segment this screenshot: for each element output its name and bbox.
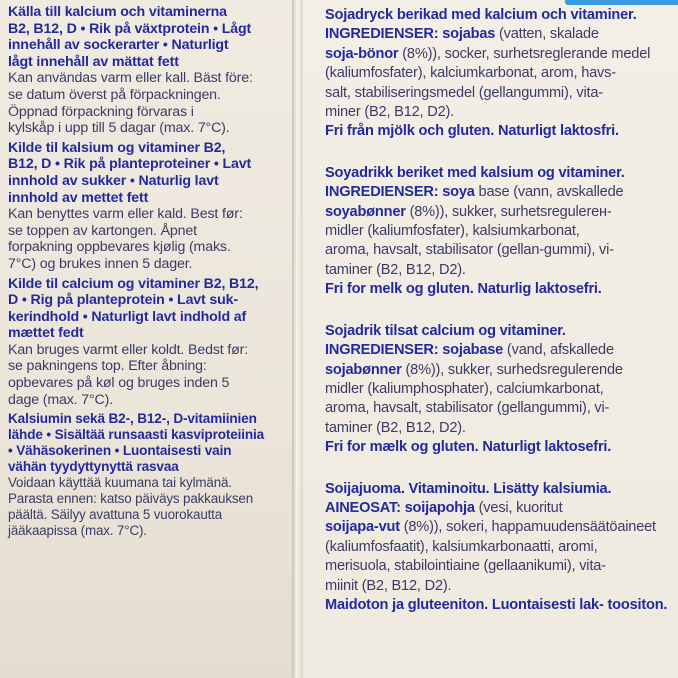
ingredient-emphasis: sojabønner — [325, 361, 402, 378]
blue-tab — [565, 0, 678, 5]
right-heading: Soyadrikk beriket med kalsium og vitaminer. — [325, 164, 625, 181]
right-block-2 — [325, 164, 672, 300]
ingredient-text: (vesi, kuoritut — [474, 499, 563, 516]
ingredients-line — [325, 25, 672, 44]
free-from-claim: Fri for melk og gluten. Naturlig laktosefri. — [325, 281, 602, 298]
ingredient-text: merisuola, stabilointiaine (gellaanikumi), vita- — [325, 558, 606, 575]
ingredients-line — [325, 261, 672, 280]
free-from-claim: Fri från mjölk och gluten. Naturligt laktosfri. — [325, 123, 619, 140]
heading-line: Kilde til kalsium og vitaminer B2, — [8, 139, 226, 156]
ingredients-line — [325, 341, 672, 360]
body-line: se pakningens top. Efter åbning: — [8, 358, 207, 375]
left-heading — [8, 140, 288, 206]
ingredients-line — [325, 64, 672, 83]
ingredient-emphasis: soja- — [325, 45, 359, 62]
ingredient-text: taminer (B2, B12, D2). — [325, 419, 466, 436]
heading-line: B12, D • Rik på planteproteiner • Lavt — [8, 156, 252, 173]
body-line: Kan användas varm eller kall. Bäst före: — [8, 70, 253, 87]
heading-line: kerindhold • Naturligt lavt indhold af — [8, 308, 247, 325]
ingredient-emphasis: AINEOSAT: soijapohja — [325, 499, 475, 516]
right-panel — [303, 0, 678, 678]
ingredient-text: base (vann, avskallede — [474, 184, 624, 201]
ingredient-text: (8%)), socker, surhetsreglerande medel — [398, 45, 651, 62]
ingredients-line — [325, 399, 672, 418]
free-from-claim: Maidoton ja gluteeniton. Luontaisesti lak- toositon. — [325, 596, 668, 613]
left-block-2 — [8, 140, 288, 273]
ingredients-line — [325, 557, 672, 576]
body-line: Voidaan käyttää kuumana tai kylmänä. — [8, 475, 232, 491]
ingredient-text: (vand, afskallede — [503, 342, 614, 359]
body-line: se toppen av kartongen. Åpnet — [8, 222, 197, 239]
ingredients-line — [325, 518, 672, 537]
body-line: opbevares på køl og bruges inden 5 — [8, 375, 230, 392]
ingredients-line — [325, 361, 672, 380]
body-line: Parasta ennen: katso päiväys pakkauksen — [8, 491, 254, 507]
ingredient-text: midler (kaliumphosphater), calciumkarbonat, — [325, 380, 604, 397]
ingredient-text: salt, stabiliseringsmedel (gellangummi), vita- — [325, 84, 603, 101]
body-line: dage (max. 7°C). — [8, 391, 113, 408]
ingredient-text: miner (B2, B12, D2). — [325, 104, 455, 121]
right-heading: Sojadrik tilsat calcium og vitaminer. — [325, 322, 566, 339]
heading-line: innhold av sukker • Naturlig lavt — [8, 172, 219, 189]
free-from-claim: Fri for mælk og gluten. Naturligt laktosefri. — [325, 439, 612, 456]
ingredient-emphasis: bönor — [358, 45, 399, 62]
carton-fold — [292, 0, 303, 678]
heading-line: Kilde til calcium og vitaminer B2, B12, — [8, 275, 259, 292]
heading-line: Källa till kalcium och vitaminerna — [8, 4, 227, 20]
ingredient-emphasis: INGREDIENSER: sojabase — [325, 342, 504, 359]
ingredients-line — [325, 419, 672, 438]
body-line: jääkaapissa (max. 7°C). — [8, 522, 147, 538]
ingredients-text — [325, 341, 672, 438]
heading-line: innehåll av sockerarter • Naturligt — [8, 37, 229, 54]
ingredient-text: midler (kaliumfosfater), kalsiumkarbonat, — [325, 223, 580, 240]
ingredient-text: aroma, havsalt, stabilisator (gellan-gummi), vi- — [325, 242, 614, 259]
ingredients-line — [325, 84, 672, 103]
right-heading: Soijajuoma. Vitaminoitu. Lisätty kalsiumia. — [325, 480, 612, 497]
left-body — [8, 206, 288, 272]
body-line: 7°C) og brukes innen 5 dager. — [8, 255, 193, 272]
body-line: forpakning oppbevares kjølig (maks. — [8, 239, 231, 256]
body-line: Kan bruges varmt eller koldt. Bedst før: — [8, 341, 249, 358]
ingredients-line — [325, 103, 672, 122]
right-block-1 — [325, 6, 672, 142]
body-line: se datum överst på förpackningen. — [8, 86, 221, 103]
ingredient-text: (8%)), sukker, surhedsregulerende — [401, 361, 623, 378]
left-block-1 — [8, 4, 288, 137]
ingredient-emphasis: vut — [378, 519, 400, 536]
left-body — [8, 70, 288, 136]
heading-line: innhold av mettet fett — [8, 189, 149, 206]
ingredient-text: miinit (B2, B12, D2). — [325, 577, 452, 594]
ingredients-line — [325, 222, 672, 241]
ingredient-emphasis: INGREDIENSER: soya — [325, 184, 475, 201]
ingredients-line — [325, 203, 672, 222]
heading-line: B2, B12, D • Rik på växtprotein • Lågt — [8, 20, 252, 37]
heading-line: lågt innehåll av mättat fett — [8, 53, 179, 70]
left-body — [8, 342, 288, 408]
heading-line: • Vähäsokerinen • Luontaisesti vain — [8, 443, 232, 459]
heading-line: mættet fedt — [8, 325, 84, 342]
ingredient-emphasis: INGREDIENSER: sojabas — [325, 26, 496, 43]
body-line: Kan benyttes varm eller kald. Best før: — [8, 206, 243, 223]
ingredients-line — [325, 380, 672, 399]
heading-line: Kalsiumin sekä B2-, B12-, D-vitamiinien — [8, 411, 257, 427]
body-line: kylskåp i upp till 5 dagar (max. 7°C). — [8, 120, 230, 137]
left-heading — [8, 411, 288, 475]
heading-line: lähde • Sisältää runsaasti kasviproteiinia — [8, 427, 265, 443]
heading-line: vähän tyydyttynyttä rasvaa — [8, 459, 179, 475]
ingredient-emphasis: soijapa- — [325, 519, 379, 536]
ingredients-line — [325, 499, 672, 518]
heading-line: D • Rig på planteprotein • Lavt suk- — [8, 292, 238, 309]
ingredients-text — [325, 25, 672, 122]
ingredients-text — [325, 499, 672, 596]
right-block-3 — [325, 322, 672, 458]
body-line: Öppnad förpackning förvaras i — [8, 103, 194, 120]
ingredient-text: (kaliumfosfater), kalciumkarbonat, arom, havs- — [325, 65, 616, 82]
ingredients-line — [325, 45, 672, 64]
left-heading — [8, 276, 288, 342]
ingredients-line — [325, 538, 672, 557]
ingredients-line — [325, 577, 672, 596]
left-heading — [8, 4, 288, 70]
ingredient-text: aroma, havsalt, stabilisator (gellangummi), vi- — [325, 400, 610, 417]
left-body — [8, 475, 288, 538]
ingredients-line — [325, 241, 672, 260]
right-block-4 — [325, 480, 672, 616]
left-block-4 — [8, 411, 288, 538]
ingredients-line — [325, 183, 672, 202]
body-line: päältä. Säilyy avattuna 5 vuorokautta — [8, 506, 223, 522]
ingredient-text: (kaliumfosfaatit), kalsiumkarbonaatti, aromi, — [325, 538, 598, 555]
left-block-3 — [8, 276, 288, 409]
ingredients-text — [325, 183, 672, 280]
ingredient-text: (vatten, skalade — [495, 26, 599, 43]
ingredient-emphasis: soyabønner — [325, 203, 406, 220]
ingredient-text: (8%)), sukker, surhetsregulerен- — [405, 203, 612, 220]
ingredient-text: (8%)), sokeri, happamuudensäätöaineet — [399, 519, 656, 536]
ingredient-text: taminer (B2, B12, D2). — [325, 261, 466, 278]
right-heading: Sojadryck berikad med kalcium och vitaminer. — [325, 7, 637, 23]
left-panel — [0, 0, 292, 678]
